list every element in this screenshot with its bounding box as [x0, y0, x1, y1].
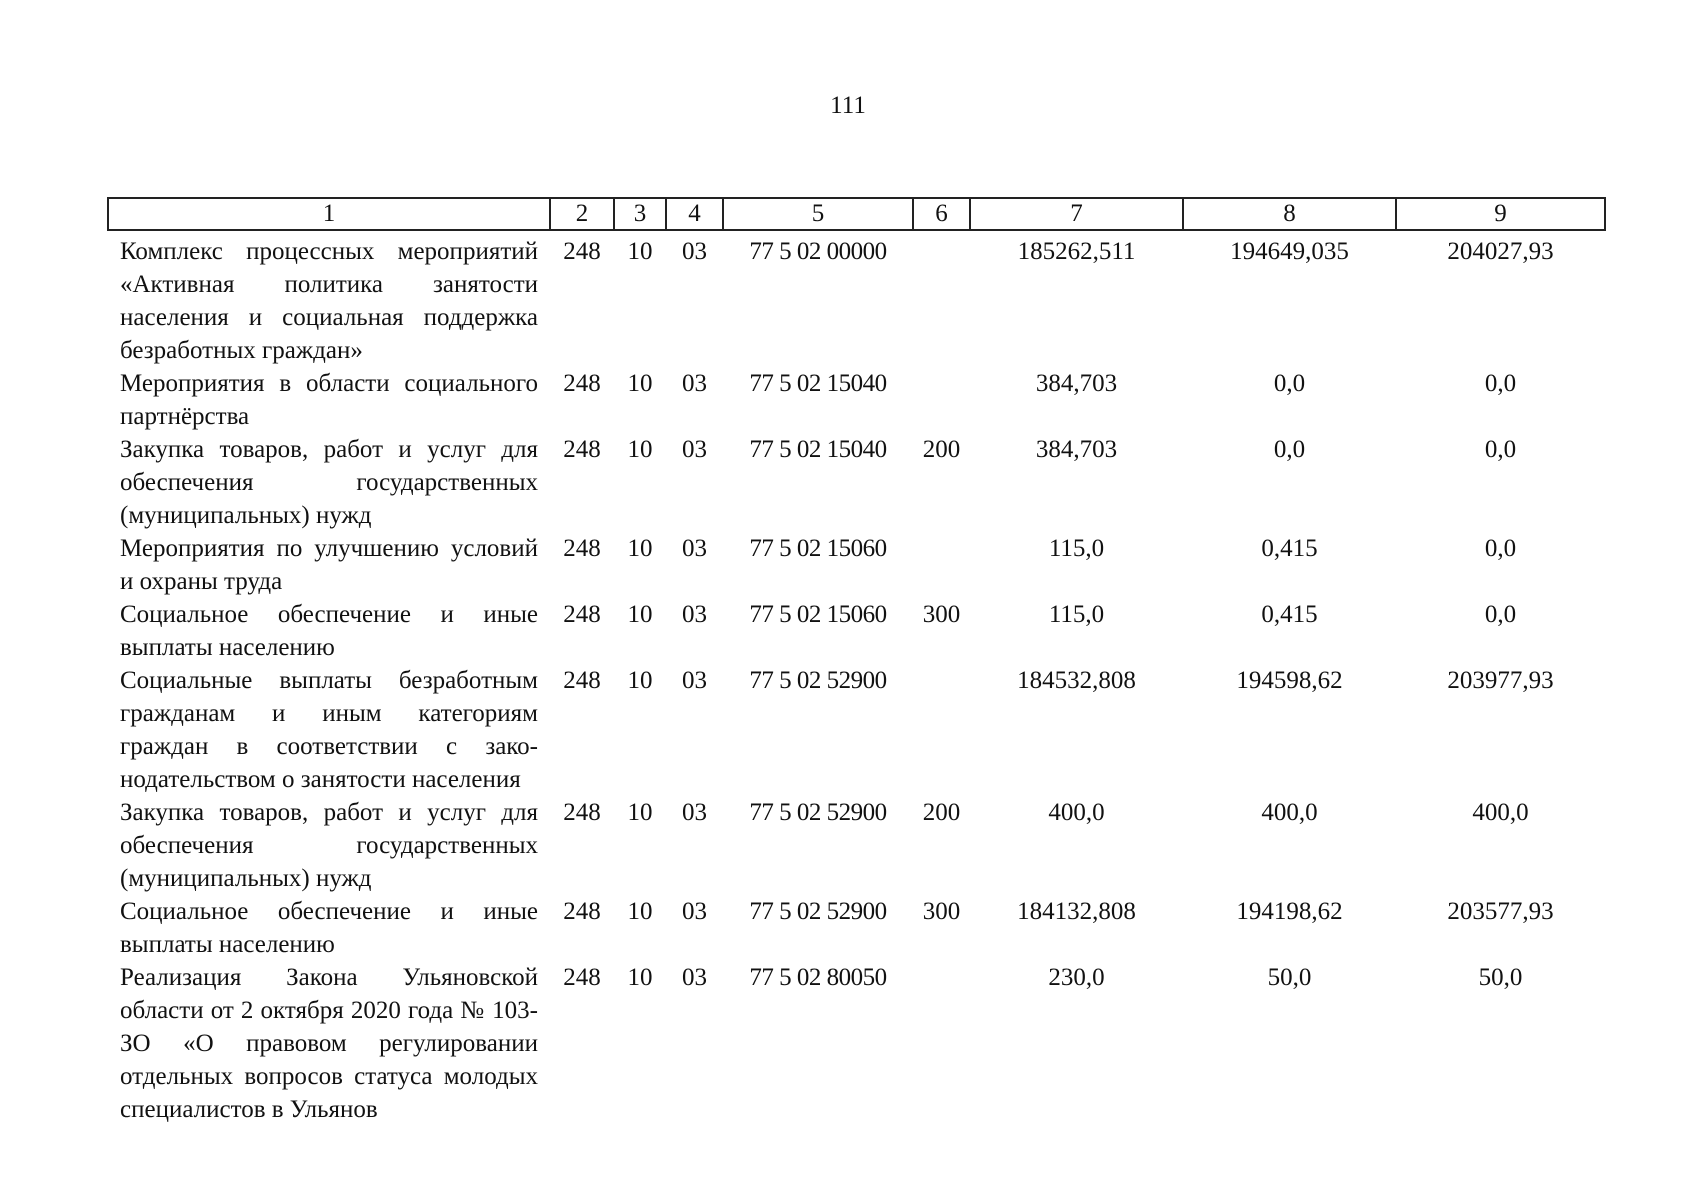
row-value-8: 194198,62: [1236, 898, 1343, 925]
table-row: [108, 598, 1605, 664]
header-col-1: 1: [108, 198, 550, 230]
header-col-5: 5: [723, 198, 913, 230]
row-rz: 10: [627, 238, 653, 265]
row-ved: 248: [563, 964, 601, 991]
row-value-9: 0,0: [1484, 370, 1517, 397]
row-ved: 248: [563, 601, 601, 628]
row-value-8: 194598,62: [1236, 667, 1343, 694]
row-csr: 77 5 02 15060: [749, 535, 887, 562]
table-row: [108, 532, 1605, 598]
table-row: [108, 796, 1605, 895]
row-pr: 03: [682, 898, 707, 925]
table-row: [108, 433, 1605, 532]
row-value-9: 203577,93: [1447, 898, 1554, 925]
row-csr: 77 5 02 00000: [749, 238, 887, 265]
table-row: [108, 367, 1605, 433]
row-value-9: 204027,93: [1447, 238, 1554, 265]
row-name: Социальное обеспечение и иные выплаты населению: [120, 898, 538, 958]
row-name: Реализация Закона Ульяновской области от 2 октября 2020 года № 103-ЗО «О правовом регулировании отдельных вопросов статуса молодых специалистов в Ульянов: [120, 964, 538, 1123]
row-name: Социальное обеспечение и иные выплаты населению: [120, 601, 538, 661]
row-rz: 10: [627, 799, 653, 826]
row-value-7: 185262,511: [1017, 238, 1136, 265]
row-pr: 03: [682, 370, 707, 397]
header-col-6: 6: [913, 198, 970, 230]
row-ved: 248: [563, 535, 601, 562]
row-value-8: 0,0: [1273, 370, 1306, 397]
row-value-9: 203977,93: [1447, 667, 1554, 694]
table-row: [108, 961, 1605, 1126]
row-rz: 10: [627, 898, 653, 925]
row-value-9: 0,0: [1484, 601, 1517, 628]
budget-table: [107, 197, 1606, 1126]
header-col-4: 4: [666, 198, 723, 230]
table-row: [108, 664, 1605, 796]
row-rz: 10: [627, 436, 653, 463]
row-vr: 300: [922, 898, 961, 925]
row-vr: [913, 532, 970, 598]
header-row: [108, 198, 1605, 230]
row-name: Социальные выплаты безработным гражданам и иным категориям граждан в соответствии с законодательством о занятости населения: [120, 667, 538, 793]
row-pr: 03: [682, 535, 707, 562]
row-value-8: 0,0: [1273, 436, 1306, 463]
row-csr: 77 5 02 15040: [749, 436, 887, 463]
row-name: Закупка товаров, работ и услуг для обеспечения государственных (муниципальных) нужд: [120, 436, 538, 529]
row-value-7: 115,0: [1048, 601, 1105, 628]
row-csr: 77 5 02 52900: [749, 667, 887, 694]
row-value-8: 50,0: [1267, 964, 1312, 991]
row-value-7: 184532,808: [1017, 667, 1136, 694]
row-vr: 200: [922, 436, 961, 463]
row-pr: 03: [682, 436, 707, 463]
row-ved: 248: [563, 370, 601, 397]
row-csr: 77 5 02 15060: [749, 601, 887, 628]
row-value-7: 384,703: [1035, 370, 1118, 397]
row-name: Закупка товаров, работ и услуг для обеспечения государственных (муниципальных) нужд: [120, 799, 538, 892]
row-pr: 03: [682, 964, 707, 991]
row-value-8: 0,415: [1261, 601, 1318, 628]
row-pr: 03: [682, 799, 707, 826]
table-row: [108, 895, 1605, 961]
row-pr: 03: [682, 667, 707, 694]
row-rz: 10: [627, 667, 653, 694]
header-col-3: 3: [614, 198, 666, 230]
row-value-8: 194649,035: [1230, 238, 1349, 265]
row-value-7: 184132,808: [1017, 898, 1136, 925]
row-name: Мероприятия в области социального партнёрства: [120, 370, 538, 430]
row-ved: 248: [563, 898, 601, 925]
row-ved: 248: [563, 799, 601, 826]
row-value-8: 0,415: [1261, 535, 1318, 562]
row-csr: 77 5 02 52900: [749, 898, 887, 925]
table-body: [108, 230, 1605, 1126]
row-ved: 248: [563, 436, 601, 463]
row-value-7: 115,0: [1048, 535, 1105, 562]
row-value-9: 0,0: [1484, 535, 1517, 562]
row-ved: 248: [563, 238, 601, 265]
row-vr: [913, 664, 970, 796]
row-csr: 77 5 02 15040: [749, 370, 887, 397]
row-rz: 10: [627, 964, 653, 991]
row-vr: [913, 961, 970, 1126]
row-vr: [913, 230, 970, 367]
row-vr: 300: [922, 601, 961, 628]
header-col-9: 9: [1396, 198, 1605, 230]
row-name: Мероприятия по улучшению условий и охраны труда: [120, 535, 538, 595]
row-value-9: 50,0: [1478, 964, 1523, 991]
row-value-9: 400,0: [1472, 799, 1529, 826]
header-col-7: 7: [970, 198, 1183, 230]
row-vr: [913, 367, 970, 433]
row-rz: 10: [627, 370, 653, 397]
page-number: 111: [830, 92, 866, 119]
row-ved: 248: [563, 667, 601, 694]
row-name: Комплекс процессных мероприятий «Активная политика занятости населения и социальная поддержка безработных граждан»: [120, 238, 538, 364]
table-row: [108, 230, 1605, 367]
row-pr: 03: [682, 238, 707, 265]
row-rz: 10: [627, 601, 653, 628]
row-value-7: 384,703: [1035, 436, 1118, 463]
row-value-8: 400,0: [1261, 799, 1318, 826]
row-value-7: 230,0: [1048, 964, 1105, 991]
row-value-7: 400,0: [1048, 799, 1105, 826]
row-rz: 10: [627, 535, 653, 562]
row-pr: 03: [682, 601, 707, 628]
header-col-2: 2: [550, 198, 614, 230]
row-csr: 77 5 02 80050: [749, 964, 887, 991]
header-col-8: 8: [1183, 198, 1396, 230]
row-vr: 200: [922, 799, 961, 826]
row-value-9: 0,0: [1484, 436, 1517, 463]
row-csr: 77 5 02 52900: [749, 799, 887, 826]
